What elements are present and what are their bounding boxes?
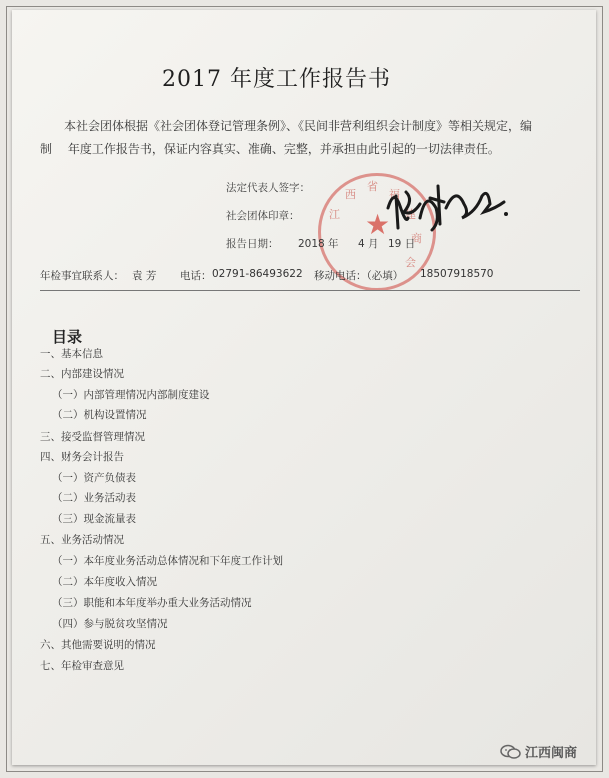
phone-label: 电话：	[180, 270, 212, 282]
official-seal: 江 西 省 福 建 商 会 ★	[318, 173, 436, 291]
contact-person-label: 年检事宜联系人：	[40, 270, 124, 282]
statement-line-2: 制 年度工作报告书，保证内容真实、准确、完整，并承担由此引起的一切法律责任。	[40, 142, 500, 156]
toc-item: 五、业务活动情况	[40, 534, 124, 546]
handwritten-signature	[384, 178, 514, 238]
document-page	[12, 10, 596, 765]
report-month: 4 月	[358, 238, 379, 250]
toc-item: （二）本年度收入情况	[52, 576, 157, 588]
toc-item: 四、财务会计报告	[40, 451, 124, 463]
statement-line-1: 本社会团体根据《社会团体登记管理条例》、《民间非营利组织会计制度》等相关规定，编	[64, 119, 533, 133]
toc-title: 目录	[52, 328, 83, 346]
seal-label: 社会团体印章：	[226, 210, 300, 222]
toc-item: （三）职能和本年度举办重大业务活动情况	[52, 597, 252, 609]
toc-item: 一、基本信息	[40, 348, 103, 360]
toc-item: （一）本年度业务活动总体情况和下年度工作计划	[52, 555, 283, 567]
toc-item: （一）资产负债表	[52, 472, 136, 484]
contact-person: 袁 芳	[132, 270, 157, 282]
toc-item: （二）业务活动表	[52, 492, 136, 504]
toc-item: （二）机构设置情况	[52, 409, 147, 421]
toc-item: 七、年检审查意见	[40, 660, 124, 672]
phone-number: 02791-86493622	[212, 268, 303, 280]
wechat-icon	[500, 744, 522, 760]
toc-item: （四）参与脱贫攻坚情况	[52, 618, 168, 630]
report-year: 2018 年	[298, 238, 339, 250]
report-date-label: 报告日期：	[226, 238, 279, 250]
watermark-text: 江西闽商	[525, 746, 578, 761]
report-day: 19 日	[388, 238, 416, 250]
toc-item: （一）内部管理情况内部制度建设	[52, 389, 210, 401]
seal-star-icon: ★	[365, 208, 391, 241]
toc-item: 六、其他需要说明的情况	[40, 639, 156, 651]
toc-item: 三、接受监督管理情况	[40, 431, 145, 443]
watermark	[500, 742, 577, 761]
legal-rep-label: 法定代表人签字：	[226, 182, 310, 194]
divider	[40, 290, 580, 291]
mobile-number: 18507918570	[420, 268, 494, 280]
document-title: 2017 年度工作报告书	[162, 67, 391, 92]
toc-item: （三）现金流量表	[52, 513, 136, 525]
toc-item: 二、内部建设情况	[40, 368, 124, 380]
mobile-label: 移动电话：（必填）	[314, 270, 404, 282]
